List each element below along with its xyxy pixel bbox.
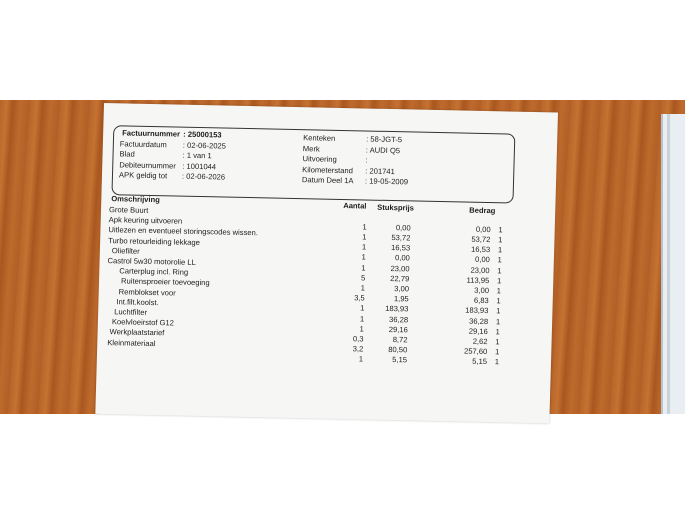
cell-omschrijving: Luchtfilter	[114, 307, 148, 317]
header-label: Blad	[119, 149, 135, 159]
cell-bedrag: 29,16	[468, 326, 488, 336]
cell-stuksprijs: 0,00	[395, 222, 411, 233]
header-value: : 25000153	[183, 129, 222, 140]
cell-aantal: 1	[361, 262, 366, 272]
cell-aantal: 0,3	[352, 334, 364, 344]
cell-code: 1	[497, 255, 502, 265]
header-label: Datum Deel 1A	[301, 175, 354, 186]
cell-code: 1	[496, 286, 502, 296]
header-label: Factuurdatum	[119, 138, 167, 149]
cell-omschrijving: Int.filt.koolst.	[116, 297, 159, 307]
invoice-paper	[95, 103, 558, 423]
header-label: Kilometerstand	[302, 164, 354, 175]
cell-bedrag: 113,95	[466, 275, 490, 285]
binder-edge	[661, 114, 685, 414]
col-aantal: Aantal	[343, 201, 367, 211]
header-value: : 1 van 1	[182, 150, 212, 161]
cell-stuksprijs: 0,00	[394, 253, 410, 263]
header-label: Merk	[302, 143, 320, 154]
cell-code: 1	[498, 235, 503, 245]
cell-omschrijving: Grote Buurt	[108, 205, 149, 215]
cell-stuksprijs: 29,16	[388, 324, 408, 335]
cell-bedrag: 5,15	[472, 357, 488, 367]
cell-aantal: 1	[360, 303, 365, 313]
cell-stuksprijs: 8,72	[392, 334, 408, 345]
cell-bedrag: 0,00	[474, 255, 490, 265]
cell-code: 1	[498, 224, 503, 235]
cell-code: 1	[495, 337, 500, 347]
cell-aantal: 1	[361, 242, 367, 252]
cell-bedrag: 23,00	[470, 265, 490, 275]
header-value: : 02-06-2026	[181, 171, 226, 182]
cell-aantal	[331, 212, 367, 213]
cell-bedrag: 2,62	[472, 336, 488, 346]
header-label: Kenteken	[303, 133, 336, 143]
cell-omschrijving: Turbo retourleiding lekkage	[108, 235, 201, 247]
cell-aantal: 1	[361, 252, 366, 262]
cell-stuksprijs: 3,00	[394, 283, 410, 294]
header-label: Debiteurnummer	[119, 159, 176, 171]
cell-aantal: 5	[360, 273, 366, 283]
cell-aantal: 1	[362, 222, 367, 232]
cell-stuksprijs: 36,28	[388, 314, 409, 324]
cell-code: 1	[496, 306, 501, 316]
cell-stuksprijs: 16,53	[390, 243, 411, 253]
cell-omschrijving: Remblokset voor	[118, 286, 176, 298]
header-value: : 19-05-2009	[364, 176, 409, 187]
cell-stuksprijs	[371, 213, 411, 214]
cell-bedrag: 3,00	[474, 285, 490, 295]
cell-stuksprijs: 80,50	[388, 345, 408, 355]
cell-omschrijving: Koelvloeirstof G12	[111, 317, 175, 328]
cell-code: 1	[497, 265, 502, 275]
header-label: Factuurnummer	[122, 128, 181, 139]
col-stuksprijs: Stuksprijs	[377, 202, 415, 213]
header-value: : 02-06-2025	[182, 140, 227, 151]
cell-omschrijving: Uitlezen en eventueel storingscodes wissen.	[108, 225, 259, 238]
cell-code: 1	[494, 347, 500, 357]
header-label: Uitvoering	[302, 154, 337, 164]
cell-stuksprijs: 5,15	[392, 355, 408, 365]
cell-code: 1	[494, 357, 500, 367]
cell-omschrijving: Oliefilter	[111, 245, 140, 256]
cell-stuksprijs: 23,00	[390, 263, 410, 273]
cell-aantal: 3,2	[352, 344, 364, 354]
header-value: : AUDI Q5	[365, 144, 401, 155]
cell-omschrijving: Carterplug incl. Ring	[119, 266, 189, 277]
cell-omschrijving: Werkplaatstarief	[109, 327, 165, 338]
cell-code: 1	[496, 275, 502, 286]
cell-aantal: 1	[358, 354, 364, 364]
cell-bedrag: 16,53	[470, 244, 491, 255]
cell-code: 1	[495, 326, 500, 336]
header-label: APK geldig tot	[118, 170, 168, 181]
cell-bedrag: 183,93	[465, 305, 489, 316]
cell-bedrag: 257,60	[463, 346, 488, 357]
cell-omschrijving: Ruitensproeier toevoeging	[120, 276, 210, 288]
cell-aantal: 1	[359, 313, 365, 323]
cell-code: 1	[496, 296, 501, 306]
header-value: : 1001044	[182, 161, 217, 171]
cell-bedrag: 36,28	[468, 316, 489, 326]
cell-omschrijving: Apk keuring uitvoeren	[108, 215, 183, 226]
cell-aantal: 1	[359, 324, 364, 334]
cell-stuksprijs: 1,95	[393, 294, 409, 304]
header-value: :	[365, 155, 368, 165]
cell-code: 1	[495, 316, 501, 326]
header-value: : 201741	[365, 165, 395, 176]
cell-stuksprijs: 53,72	[391, 232, 411, 243]
cell-bedrag: 0,00	[475, 224, 491, 234]
cell-code: 1	[497, 245, 503, 255]
cell-bedrag: 6,83	[473, 295, 489, 306]
col-bedrag: Bedrag	[469, 205, 496, 216]
header-value: : 58-JGT-5	[366, 134, 403, 145]
cell-stuksprijs: 22,79	[390, 273, 410, 284]
cell-omschrijving: Castrol 5w30 motorolie LL	[107, 256, 196, 267]
cell-aantal: 1	[362, 232, 367, 242]
cell-omschrijving: Kleinmateriaal	[107, 337, 156, 348]
cell-aantal: 1	[360, 283, 366, 293]
cell-aantal: 3,5	[354, 293, 365, 303]
cell-bedrag: 53,72	[471, 234, 491, 244]
col-omschrijving: Omschrijving	[111, 194, 160, 205]
cell-stuksprijs: 183,93	[385, 304, 409, 314]
